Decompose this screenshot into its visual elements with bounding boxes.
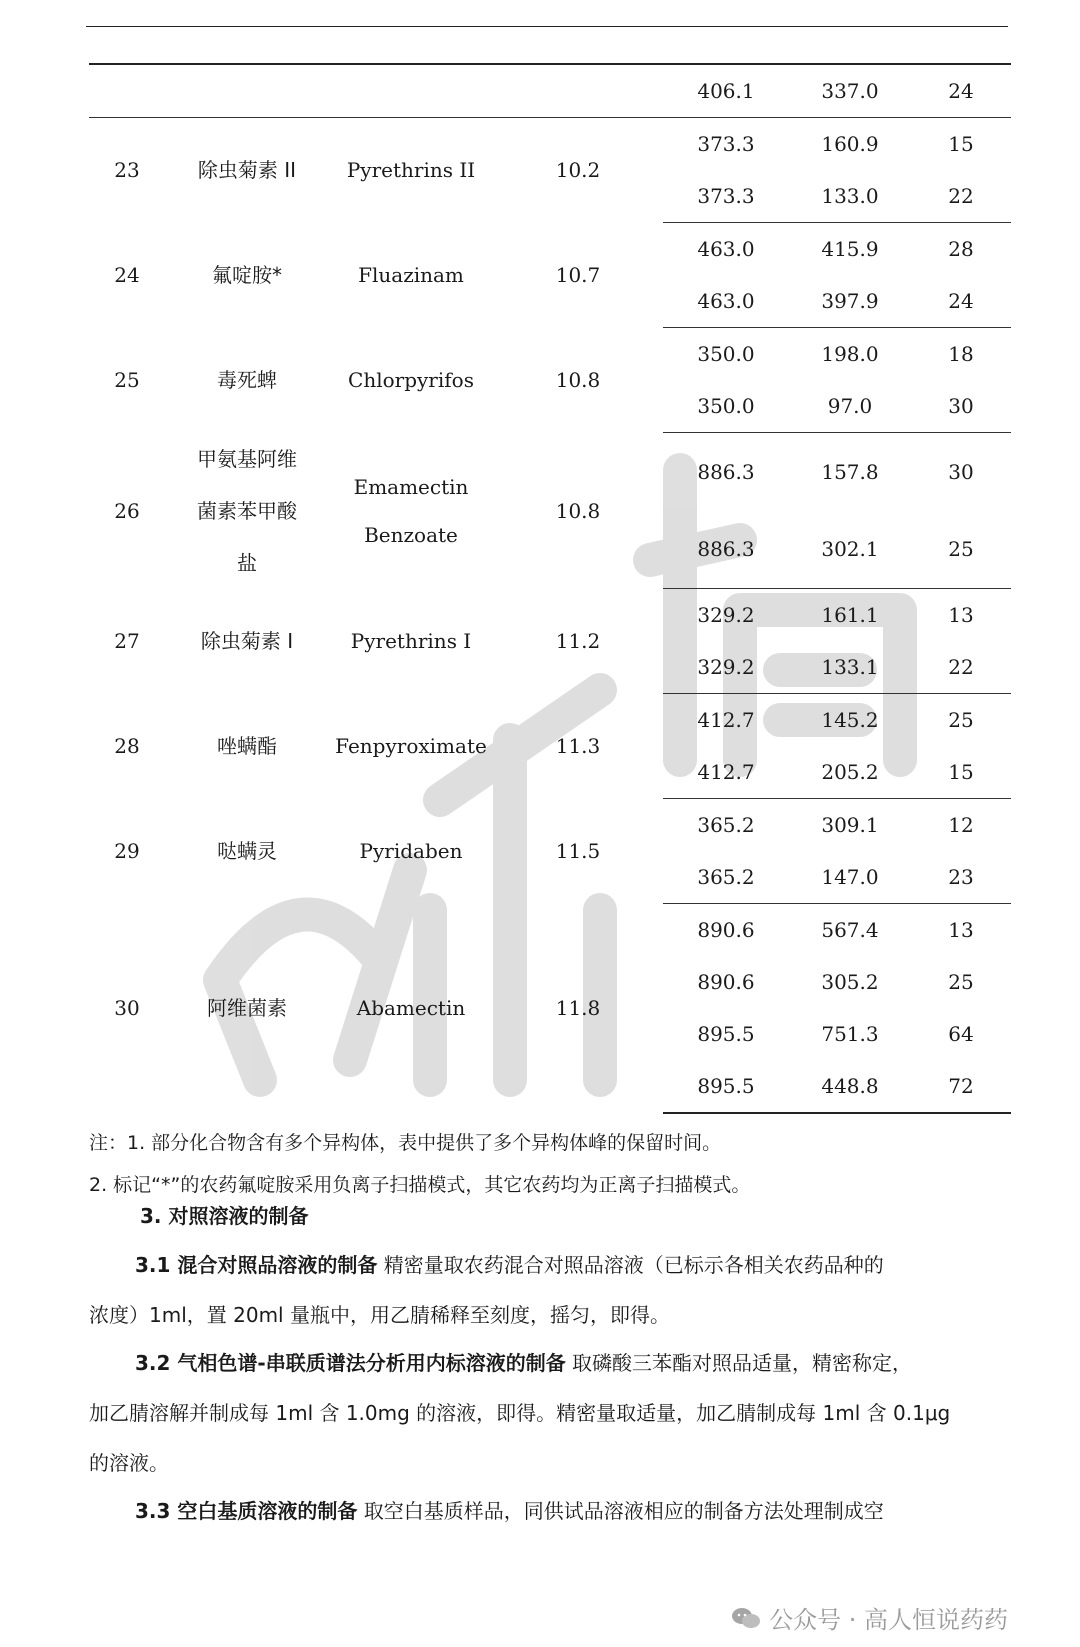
- paragraph-3-1: [89, 1240, 1009, 1340]
- paragraph-3-3-lead: 3.3 空白基质溶液的制备: [135, 1499, 358, 1523]
- cell-product-ion: 97.0: [789, 380, 911, 433]
- cell-product-ion: 309.1: [821, 813, 879, 837]
- cell-retention-time: [493, 64, 663, 118]
- cell-product-ion: 160.9: [821, 132, 879, 156]
- cell-parent-ion: 463.0: [697, 237, 755, 261]
- english-name-line: Fluazinam: [358, 263, 464, 287]
- cell-parent-ion: 329.2: [697, 603, 755, 627]
- cell-retention-time: 10.8: [555, 498, 601, 523]
- cell-number: 30: [114, 996, 140, 1021]
- cell-english-name: [329, 223, 493, 328]
- table-row: [89, 799, 1011, 852]
- paragraph-3-2-text-c: 的溶液。: [89, 1451, 169, 1475]
- wechat-icon: [731, 1606, 761, 1630]
- cell-parent-ion: 365.2: [697, 813, 755, 837]
- page-top-rule: [86, 26, 1008, 27]
- paragraph-3-1-text-b: 浓度）1ml，置 20ml 量瓶中，用乙腈稀释至刻度，摇匀，即得。: [89, 1303, 670, 1327]
- cell-parent-ion: 895.5: [697, 1022, 755, 1046]
- cell-collision-energy: 12: [948, 813, 974, 837]
- english-name-line: Pyridaben: [359, 839, 463, 863]
- cell-english-name: [329, 589, 493, 694]
- cell-number: 23: [114, 158, 140, 183]
- cell-collision-energy: 25: [948, 970, 974, 994]
- cell-english-name: [329, 694, 493, 799]
- paragraph-3-1-lead: 3.1 混合对照品溶液的制备: [135, 1253, 378, 1277]
- cell-parent-ion: 373.3: [697, 132, 755, 156]
- cell-retention-time: 11.5: [555, 839, 601, 863]
- table-row: [89, 64, 1011, 118]
- cell-parent-ion: 890.6: [697, 918, 755, 942]
- chinese-name-line: 除虫菊素 II: [197, 158, 297, 183]
- cell-number: 29: [114, 839, 140, 863]
- cell-product-ion: 157.8: [821, 459, 879, 484]
- cell-product-ion: 337.0: [789, 64, 911, 118]
- cell-retention-time: 11.8: [555, 996, 601, 1021]
- cell-english-name: [329, 904, 493, 1114]
- cell-collision-energy: 72: [911, 1060, 1011, 1113]
- cell-collision-energy: 30: [911, 380, 1011, 433]
- table-row: [89, 694, 1011, 747]
- cell-number: 28: [114, 734, 140, 758]
- english-name-line: Pyrethrins I: [350, 629, 472, 653]
- cell-number: 27: [114, 629, 140, 653]
- cell-parent-ion: 350.0: [663, 380, 789, 433]
- cell-parent-ion: 463.0: [663, 275, 789, 328]
- paragraph-3-3: [89, 1486, 1009, 1536]
- cell-parent-ion: 329.2: [663, 641, 789, 694]
- cell-collision-energy: 18: [948, 342, 974, 366]
- cell-number: 26: [114, 498, 140, 523]
- cell-collision-energy: 64: [948, 1022, 974, 1046]
- cell-collision-energy: 24: [911, 275, 1011, 328]
- cell-collision-energy: 13: [948, 603, 974, 627]
- english-name-line: Chlorpyrifos: [348, 368, 474, 392]
- cell-number: 25: [114, 368, 140, 392]
- cell-parent-ion: 412.7: [663, 746, 789, 799]
- cell-product-ion: 567.4: [821, 918, 879, 942]
- cell-parent-ion: 350.0: [697, 342, 755, 366]
- english-name-line: Pyrethrins II: [346, 158, 476, 183]
- cell-product-ion: 161.1: [821, 603, 879, 627]
- cell-collision-energy: 24: [911, 64, 1011, 118]
- cell-parent-ion: 412.7: [697, 708, 755, 732]
- table-row: [89, 118, 1011, 171]
- chinese-name-line: 甲氨基阿维: [197, 446, 297, 471]
- cell-parent-ion: 886.3: [697, 459, 755, 484]
- chinese-name-line: 毒死蜱: [217, 368, 277, 392]
- footer-label: 公众号 · 高人恒说药药: [769, 1606, 1008, 1634]
- table-row: [89, 904, 1011, 957]
- cell-english-name: [329, 118, 493, 223]
- mrm-parameter-table: [89, 63, 1011, 1114]
- table-row: [89, 223, 1011, 276]
- cell-parent-ion: 373.3: [663, 170, 789, 223]
- cell-chinese-name: [165, 433, 329, 589]
- cell-product-ion: 198.0: [821, 342, 879, 366]
- cell-chinese-name: [165, 694, 329, 799]
- cell-parent-ion: 365.2: [663, 851, 789, 904]
- note-2: 2. 标记“*”的农药氟啶胺采用负离子扫描模式，其它农药均为正离子扫描模式。: [89, 1174, 751, 1196]
- cell-collision-energy: 15: [911, 746, 1011, 799]
- paragraph-3-2: [89, 1338, 1009, 1488]
- chinese-name-line: 除虫菊素 I: [200, 629, 294, 653]
- chinese-name-line: 盐: [237, 550, 257, 575]
- cell-parent-ion: 886.3: [663, 511, 789, 589]
- cell-product-ion: 751.3: [821, 1022, 879, 1046]
- table-row: [89, 328, 1011, 381]
- cell-collision-energy: 25: [948, 708, 974, 732]
- cell-collision-energy: 22: [911, 170, 1011, 223]
- cell-chinese-name: [165, 64, 329, 118]
- cell-retention-time: 10.2: [555, 158, 601, 183]
- cell-product-ion: 147.0: [789, 851, 911, 904]
- cell-product-ion: 133.0: [789, 170, 911, 223]
- section-heading: 3. 对照溶液的制备: [140, 1204, 309, 1228]
- paragraph-3-3-text-a: 取空白基质样品，同供试品溶液相应的制备方法处理制成空: [357, 1499, 884, 1523]
- table-row: [89, 589, 1011, 642]
- paragraph-3-2-text-a: 取磷酸三苯酯对照品适量，精密称定，: [565, 1351, 913, 1375]
- cell-parent-ion: 890.6: [697, 970, 755, 994]
- chinese-name-line: 阿维菌素: [207, 996, 287, 1021]
- cell-retention-time: 10.8: [555, 368, 601, 392]
- cell-product-ion: 133.1: [789, 641, 911, 694]
- cell-collision-energy: 30: [948, 459, 974, 484]
- chinese-name-line: 唑螨酯: [217, 734, 277, 758]
- cell-chinese-name: [165, 118, 329, 223]
- cell-number: 24: [114, 263, 140, 287]
- english-name-line: Fenpyroximate: [335, 734, 487, 758]
- english-name-line: Abamectin: [356, 996, 466, 1021]
- cell-chinese-name: [165, 799, 329, 904]
- table-row: [89, 433, 1011, 511]
- paragraph-3-2-text-b: 加乙腈溶解并制成每 1ml 含 1.0mg 的溶液，即得。精密量取适量，加乙腈制成每 1ml 含 0.1μg: [89, 1401, 951, 1425]
- chinese-name-line: 氟啶胺*: [212, 263, 282, 287]
- cell-product-ion: 205.2: [789, 746, 911, 799]
- cell-collision-energy: 28: [948, 237, 974, 261]
- cell-chinese-name: [165, 904, 329, 1114]
- cell-product-ion: 145.2: [821, 708, 879, 732]
- cell-collision-energy: 22: [911, 641, 1011, 694]
- footer-watermark: [731, 1600, 1008, 1635]
- english-name-line: Benzoate: [364, 522, 458, 547]
- cell-number: [89, 64, 165, 118]
- cell-chinese-name: [165, 223, 329, 328]
- cell-parent-ion: 406.1: [663, 64, 789, 118]
- cell-parent-ion: 895.5: [663, 1060, 789, 1113]
- cell-collision-energy: 23: [911, 851, 1011, 904]
- cell-retention-time: 11.3: [555, 734, 601, 758]
- cell-chinese-name: [165, 589, 329, 694]
- cell-product-ion: 302.1: [789, 511, 911, 589]
- paragraph-3-1-text-a: 精密量取农药混合对照品溶液（已标示各相关农药品种的: [377, 1253, 884, 1277]
- cell-retention-time: 10.7: [555, 263, 601, 287]
- cell-english-name: [329, 799, 493, 904]
- note-1: 注：1. 部分化合物含有多个异构体，表中提供了多个异构体峰的保留时间。: [89, 1132, 722, 1154]
- cell-product-ion: 397.9: [789, 275, 911, 328]
- table-notes: [89, 1122, 1009, 1206]
- cell-collision-energy: 25: [911, 511, 1011, 589]
- cell-english-name: [329, 328, 493, 433]
- paragraph-3-2-lead: 3.2 气相色谱-串联质谱法分析用内标溶液的制备: [135, 1351, 566, 1375]
- english-name-line: Emamectin: [353, 474, 469, 499]
- cell-english-name: [329, 64, 493, 118]
- cell-product-ion: 415.9: [821, 237, 879, 261]
- cell-collision-energy: 15: [948, 132, 974, 156]
- cell-product-ion: 448.8: [789, 1060, 911, 1113]
- cell-product-ion: 305.2: [821, 970, 879, 994]
- cell-collision-energy: 13: [948, 918, 974, 942]
- cell-english-name: [329, 433, 493, 589]
- chinese-name-line: 菌素苯甲酸: [197, 498, 297, 523]
- cell-chinese-name: [165, 328, 329, 433]
- chinese-name-line: 哒螨灵: [217, 839, 277, 863]
- cell-retention-time: 11.2: [555, 629, 601, 653]
